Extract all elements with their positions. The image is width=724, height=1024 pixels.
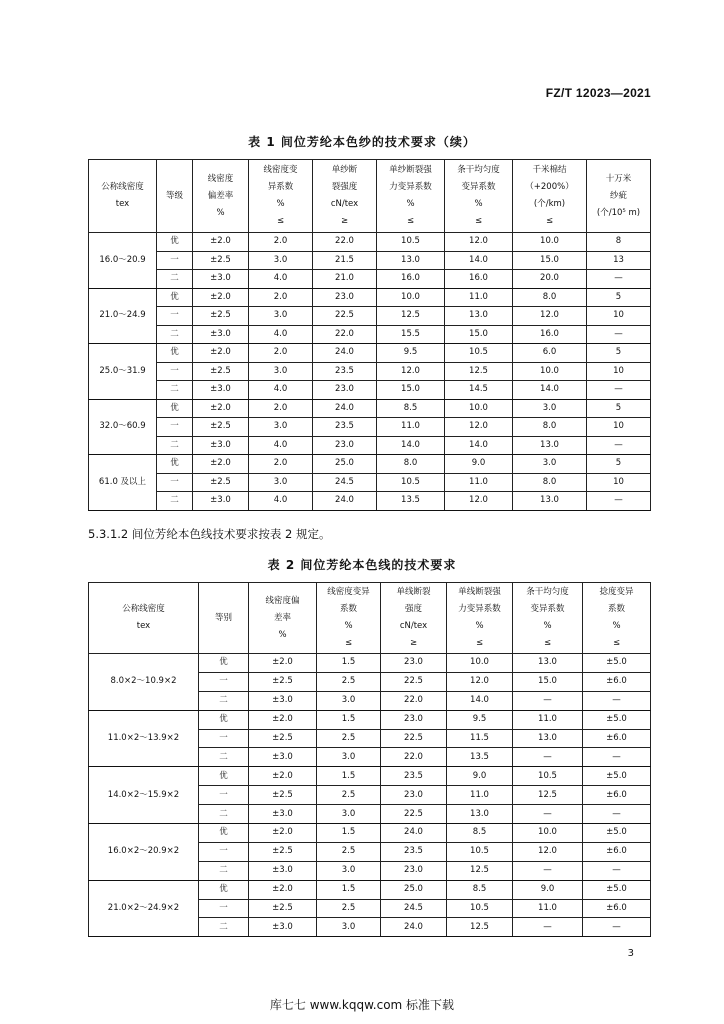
grade-cell: 优: [157, 455, 193, 474]
value-cell: 8.0: [513, 288, 587, 307]
range-cell: 21.0×2～24.9×2: [89, 880, 199, 937]
value-cell: 24.5: [313, 473, 377, 492]
value-cell: —: [583, 918, 651, 937]
grade-cell: 一: [157, 251, 193, 270]
value-cell: 2.0: [249, 455, 313, 474]
value-cell: 12.5: [447, 918, 513, 937]
value-cell: 15.0: [377, 381, 445, 400]
value-cell: 14.0: [377, 436, 445, 455]
value-cell: 22.0: [381, 691, 447, 710]
value-cell: 2.5: [317, 842, 381, 861]
column-header: 单线断裂 强度 cN/tex ≥: [381, 583, 447, 654]
value-cell: 23.5: [313, 362, 377, 381]
value-cell: 12.0: [377, 362, 445, 381]
grade-cell: 优: [157, 399, 193, 418]
column-header: 单线断裂强 力变异系数 % ≤: [447, 583, 513, 654]
grade-cell: 一: [199, 786, 249, 805]
value-cell: ±2.5: [193, 473, 249, 492]
grade-cell: 一: [157, 418, 193, 437]
value-cell: 1.5: [317, 824, 381, 843]
value-cell: 10.0: [513, 824, 583, 843]
value-cell: 22.5: [381, 672, 447, 691]
column-header: 等级: [157, 160, 193, 233]
grade-cell: 优: [157, 288, 193, 307]
value-cell: 23.0: [381, 654, 447, 673]
range-cell: 16.0×2～20.9×2: [89, 824, 199, 881]
value-cell: —: [513, 691, 583, 710]
value-cell: —: [513, 861, 583, 880]
value-cell: 2.0: [249, 288, 313, 307]
value-cell: 2.0: [249, 344, 313, 363]
value-cell: —: [513, 805, 583, 824]
grade-cell: 一: [199, 672, 249, 691]
clause-5-3-1-2: 5.3.1.2 间位芳纶本色线技术要求按表 2 规定。: [88, 527, 331, 541]
value-cell: ±6.0: [583, 729, 651, 748]
value-cell: —: [583, 691, 651, 710]
table-row: [89, 418, 651, 437]
value-cell: ±2.5: [249, 842, 317, 861]
value-cell: —: [583, 748, 651, 767]
column-header: 十万米 纱疵 (个/10⁵ m): [587, 160, 651, 233]
value-cell: 3.0: [317, 691, 381, 710]
column-header: 公称线密度 tex: [89, 583, 199, 654]
value-cell: 4.0: [249, 492, 313, 511]
value-cell: ±2.5: [249, 899, 317, 918]
range-cell: 61.0 及以上: [89, 455, 157, 511]
value-cell: ±2.5: [193, 362, 249, 381]
value-cell: ±6.0: [583, 786, 651, 805]
value-cell: 13.5: [447, 748, 513, 767]
value-cell: 1.5: [317, 654, 381, 673]
value-cell: ±3.0: [193, 270, 249, 289]
grade-cell: 二: [199, 918, 249, 937]
column-header: 千米棉结 （+200%） (个/km) ≤: [513, 160, 587, 233]
grade-cell: 一: [157, 307, 193, 326]
column-header: 单纱断 裂强度 cN/tex ≥: [313, 160, 377, 233]
value-cell: 3.0: [513, 455, 587, 474]
value-cell: 11.0: [513, 710, 583, 729]
value-cell: ±2.0: [249, 710, 317, 729]
value-cell: 10: [587, 473, 651, 492]
column-header: 条干均匀度 变异系数 % ≤: [445, 160, 513, 233]
value-cell: 22.5: [381, 805, 447, 824]
value-cell: 8: [587, 233, 651, 252]
grade-cell: 二: [199, 691, 249, 710]
value-cell: 9.0: [447, 767, 513, 786]
value-cell: 11.5: [447, 729, 513, 748]
value-cell: 12.5: [445, 362, 513, 381]
value-cell: ±5.0: [583, 824, 651, 843]
value-cell: ±5.0: [583, 654, 651, 673]
value-cell: 10.5: [445, 344, 513, 363]
value-cell: ±2.5: [249, 729, 317, 748]
value-cell: 5: [587, 399, 651, 418]
grade-cell: 优: [199, 767, 249, 786]
grade-cell: 二: [157, 381, 193, 400]
value-cell: 23.0: [313, 381, 377, 400]
value-cell: ±3.0: [249, 918, 317, 937]
value-cell: 23.5: [381, 767, 447, 786]
range-cell: 21.0～24.9: [89, 288, 157, 344]
value-cell: 12.5: [377, 307, 445, 326]
column-header: 线密度变 异系数 % ≤: [249, 160, 313, 233]
value-cell: 10.0: [445, 399, 513, 418]
table-row: [89, 251, 651, 270]
column-header: 公称线密度 tex: [89, 160, 157, 233]
value-cell: —: [583, 861, 651, 880]
value-cell: 3.0: [249, 307, 313, 326]
value-cell: 13.0: [447, 805, 513, 824]
value-cell: 10.0: [447, 654, 513, 673]
value-cell: 16.0: [513, 325, 587, 344]
value-cell: 13.0: [377, 251, 445, 270]
value-cell: 13.0: [445, 307, 513, 326]
value-cell: —: [513, 748, 583, 767]
value-cell: —: [587, 492, 651, 511]
value-cell: 5: [587, 288, 651, 307]
column-header: 线密度偏 差率 %: [249, 583, 317, 654]
column-header: 捻度变异 系数 % ≤: [583, 583, 651, 654]
value-cell: ±5.0: [583, 710, 651, 729]
value-cell: ±6.0: [583, 672, 651, 691]
value-cell: 8.0: [513, 418, 587, 437]
value-cell: ±2.5: [193, 251, 249, 270]
value-cell: 14.0: [447, 691, 513, 710]
table-row: [89, 492, 651, 511]
table-row: [89, 455, 651, 474]
value-cell: ±3.0: [193, 492, 249, 511]
value-cell: 4.0: [249, 381, 313, 400]
table-row: [89, 270, 651, 289]
table2: [88, 582, 651, 937]
value-cell: 3.0: [249, 473, 313, 492]
grade-cell: 一: [157, 473, 193, 492]
table1-caption: 表 1 间位芳纶本色纱的技术要求（续）: [248, 135, 476, 149]
value-cell: 3.0: [249, 251, 313, 270]
grade-cell: 优: [157, 233, 193, 252]
value-cell: 8.5: [377, 399, 445, 418]
value-cell: 22.5: [313, 307, 377, 326]
grade-cell: 二: [157, 492, 193, 511]
value-cell: ±3.0: [249, 748, 317, 767]
value-cell: 3.0: [317, 748, 381, 767]
value-cell: ±2.0: [249, 824, 317, 843]
value-cell: 3.0: [317, 805, 381, 824]
value-cell: 8.0: [377, 455, 445, 474]
value-cell: 10.5: [513, 767, 583, 786]
value-cell: 2.5: [317, 729, 381, 748]
value-cell: 12.0: [513, 307, 587, 326]
value-cell: 8.5: [447, 880, 513, 899]
value-cell: 15.0: [513, 251, 587, 270]
value-cell: 24.5: [381, 899, 447, 918]
value-cell: 4.0: [249, 270, 313, 289]
range-cell: 14.0×2～15.9×2: [89, 767, 199, 824]
value-cell: ±5.0: [583, 767, 651, 786]
value-cell: ±3.0: [249, 805, 317, 824]
value-cell: 10.5: [377, 233, 445, 252]
table-row: [89, 344, 651, 363]
value-cell: 12.0: [445, 418, 513, 437]
grade-cell: 一: [157, 362, 193, 381]
value-cell: 14.0: [445, 436, 513, 455]
table2-caption: 表 2 间位芳纶本色线的技术要求: [267, 558, 457, 572]
value-cell: 6.0: [513, 344, 587, 363]
value-cell: 12.5: [513, 786, 583, 805]
value-cell: 16.0: [445, 270, 513, 289]
value-cell: 15.0: [445, 325, 513, 344]
value-cell: 14.0: [513, 381, 587, 400]
value-cell: 1.5: [317, 880, 381, 899]
value-cell: 24.0: [313, 344, 377, 363]
value-cell: 24.0: [381, 918, 447, 937]
table-row: [89, 288, 651, 307]
value-cell: 3.0: [317, 918, 381, 937]
value-cell: ±2.0: [193, 344, 249, 363]
value-cell: 10: [587, 362, 651, 381]
grade-cell: 二: [157, 436, 193, 455]
value-cell: 23.0: [313, 436, 377, 455]
table-row: [89, 436, 651, 455]
value-cell: 13.5: [377, 492, 445, 511]
value-cell: —: [513, 918, 583, 937]
table-row: [89, 654, 651, 673]
value-cell: 2.5: [317, 786, 381, 805]
value-cell: ±2.5: [249, 786, 317, 805]
range-cell: 16.0～20.9: [89, 233, 157, 289]
value-cell: ±2.0: [193, 455, 249, 474]
column-header: 线密度 偏差率 %: [193, 160, 249, 233]
value-cell: ±2.0: [249, 654, 317, 673]
value-cell: 12.5: [447, 861, 513, 880]
value-cell: 11.0: [513, 899, 583, 918]
value-cell: 2.5: [317, 672, 381, 691]
grade-cell: 优: [199, 654, 249, 673]
value-cell: 16.0: [377, 270, 445, 289]
value-cell: 10.5: [447, 842, 513, 861]
grade-cell: 二: [157, 325, 193, 344]
value-cell: 13: [587, 251, 651, 270]
value-cell: 2.0: [249, 399, 313, 418]
grade-cell: 二: [199, 805, 249, 824]
value-cell: ±6.0: [583, 842, 651, 861]
value-cell: ±5.0: [583, 880, 651, 899]
page-number: 3: [627, 948, 634, 959]
value-cell: 1.5: [317, 710, 381, 729]
grade-cell: 二: [157, 270, 193, 289]
value-cell: 4.0: [249, 436, 313, 455]
value-cell: 12.0: [447, 672, 513, 691]
value-cell: 14.0: [445, 251, 513, 270]
value-cell: 10: [587, 418, 651, 437]
value-cell: 20.0: [513, 270, 587, 289]
value-cell: 8.5: [447, 824, 513, 843]
value-cell: ±6.0: [583, 899, 651, 918]
range-cell: 32.0～60.9: [89, 399, 157, 455]
value-cell: —: [587, 325, 651, 344]
table-row: [89, 399, 651, 418]
value-cell: 23.0: [381, 710, 447, 729]
value-cell: ±3.0: [193, 325, 249, 344]
value-cell: 25.0: [381, 880, 447, 899]
value-cell: 13.0: [513, 492, 587, 511]
value-cell: 10.0: [513, 233, 587, 252]
value-cell: 9.5: [447, 710, 513, 729]
value-cell: —: [583, 805, 651, 824]
value-cell: 10.0: [377, 288, 445, 307]
value-cell: 12.0: [445, 492, 513, 511]
table-row: [89, 767, 651, 786]
column-header: 等别: [199, 583, 249, 654]
value-cell: 23.5: [313, 418, 377, 437]
column-header: 单纱断裂强 力变异系数 % ≤: [377, 160, 445, 233]
grade-cell: 优: [199, 880, 249, 899]
value-cell: ±3.0: [249, 691, 317, 710]
table-row: [89, 325, 651, 344]
value-cell: 12.0: [445, 233, 513, 252]
value-cell: 9.5: [377, 344, 445, 363]
grade-cell: 一: [199, 729, 249, 748]
grade-cell: 二: [199, 748, 249, 767]
value-cell: 11.0: [445, 473, 513, 492]
value-cell: ±3.0: [193, 436, 249, 455]
value-cell: 12.0: [513, 842, 583, 861]
value-cell: ±2.5: [193, 418, 249, 437]
table1: [88, 159, 651, 511]
value-cell: 3.0: [249, 418, 313, 437]
document-code: FZ/T 12023—2021: [545, 86, 651, 100]
value-cell: 24.0: [381, 824, 447, 843]
value-cell: 21.5: [313, 251, 377, 270]
value-cell: 9.0: [445, 455, 513, 474]
range-cell: 11.0×2～13.9×2: [89, 710, 199, 767]
value-cell: 11.0: [377, 418, 445, 437]
value-cell: 13.0: [513, 729, 583, 748]
table-row: [89, 233, 651, 252]
value-cell: 15.5: [377, 325, 445, 344]
value-cell: —: [587, 270, 651, 289]
value-cell: ±2.0: [249, 767, 317, 786]
value-cell: 23.0: [381, 861, 447, 880]
value-cell: 3.0: [249, 362, 313, 381]
value-cell: 13.0: [513, 436, 587, 455]
value-cell: 22.5: [381, 729, 447, 748]
grade-cell: 优: [199, 710, 249, 729]
value-cell: 10.0: [513, 362, 587, 381]
column-header: 条干均匀度 变异系数 % ≤: [513, 583, 583, 654]
value-cell: 9.0: [513, 880, 583, 899]
column-header: 线密度变异 系数 % ≤: [317, 583, 381, 654]
value-cell: 4.0: [249, 325, 313, 344]
value-cell: 11.0: [447, 786, 513, 805]
value-cell: —: [587, 436, 651, 455]
value-cell: ±2.5: [249, 672, 317, 691]
value-cell: ±2.0: [249, 880, 317, 899]
grade-cell: 优: [199, 824, 249, 843]
value-cell: ±2.5: [193, 307, 249, 326]
value-cell: 5: [587, 455, 651, 474]
value-cell: ±3.0: [249, 861, 317, 880]
value-cell: —: [587, 381, 651, 400]
value-cell: 23.5: [381, 842, 447, 861]
value-cell: ±2.0: [193, 399, 249, 418]
value-cell: ±2.0: [193, 233, 249, 252]
value-cell: 10.5: [447, 899, 513, 918]
value-cell: 15.0: [513, 672, 583, 691]
value-cell: 3.0: [317, 861, 381, 880]
table-row: [89, 824, 651, 843]
value-cell: 25.0: [313, 455, 377, 474]
value-cell: 10: [587, 307, 651, 326]
value-cell: 22.0: [313, 233, 377, 252]
value-cell: 23.0: [313, 288, 377, 307]
table-row: [89, 880, 651, 899]
value-cell: 24.0: [313, 399, 377, 418]
table-row: [89, 473, 651, 492]
range-cell: 8.0×2～10.9×2: [89, 654, 199, 711]
value-cell: 21.0: [313, 270, 377, 289]
value-cell: 5: [587, 344, 651, 363]
value-cell: 24.0: [313, 492, 377, 511]
table-row: [89, 362, 651, 381]
grade-cell: 二: [199, 861, 249, 880]
value-cell: 8.0: [513, 473, 587, 492]
value-cell: 14.5: [445, 381, 513, 400]
value-cell: 10.5: [377, 473, 445, 492]
grade-cell: 一: [199, 842, 249, 861]
value-cell: ±3.0: [193, 381, 249, 400]
value-cell: 3.0: [513, 399, 587, 418]
value-cell: 22.0: [381, 748, 447, 767]
value-cell: 13.0: [513, 654, 583, 673]
grade-cell: 一: [199, 899, 249, 918]
range-cell: 25.0～31.9: [89, 344, 157, 400]
value-cell: 11.0: [445, 288, 513, 307]
grade-cell: 优: [157, 344, 193, 363]
table-row: [89, 307, 651, 326]
table-row: [89, 381, 651, 400]
value-cell: ±2.0: [193, 288, 249, 307]
value-cell: 2.0: [249, 233, 313, 252]
value-cell: 23.0: [381, 786, 447, 805]
value-cell: 1.5: [317, 767, 381, 786]
table-row: [89, 710, 651, 729]
footer-watermark: 库七七 www.kqqw.com 标准下载: [269, 998, 455, 1012]
value-cell: 2.5: [317, 899, 381, 918]
value-cell: 22.0: [313, 325, 377, 344]
